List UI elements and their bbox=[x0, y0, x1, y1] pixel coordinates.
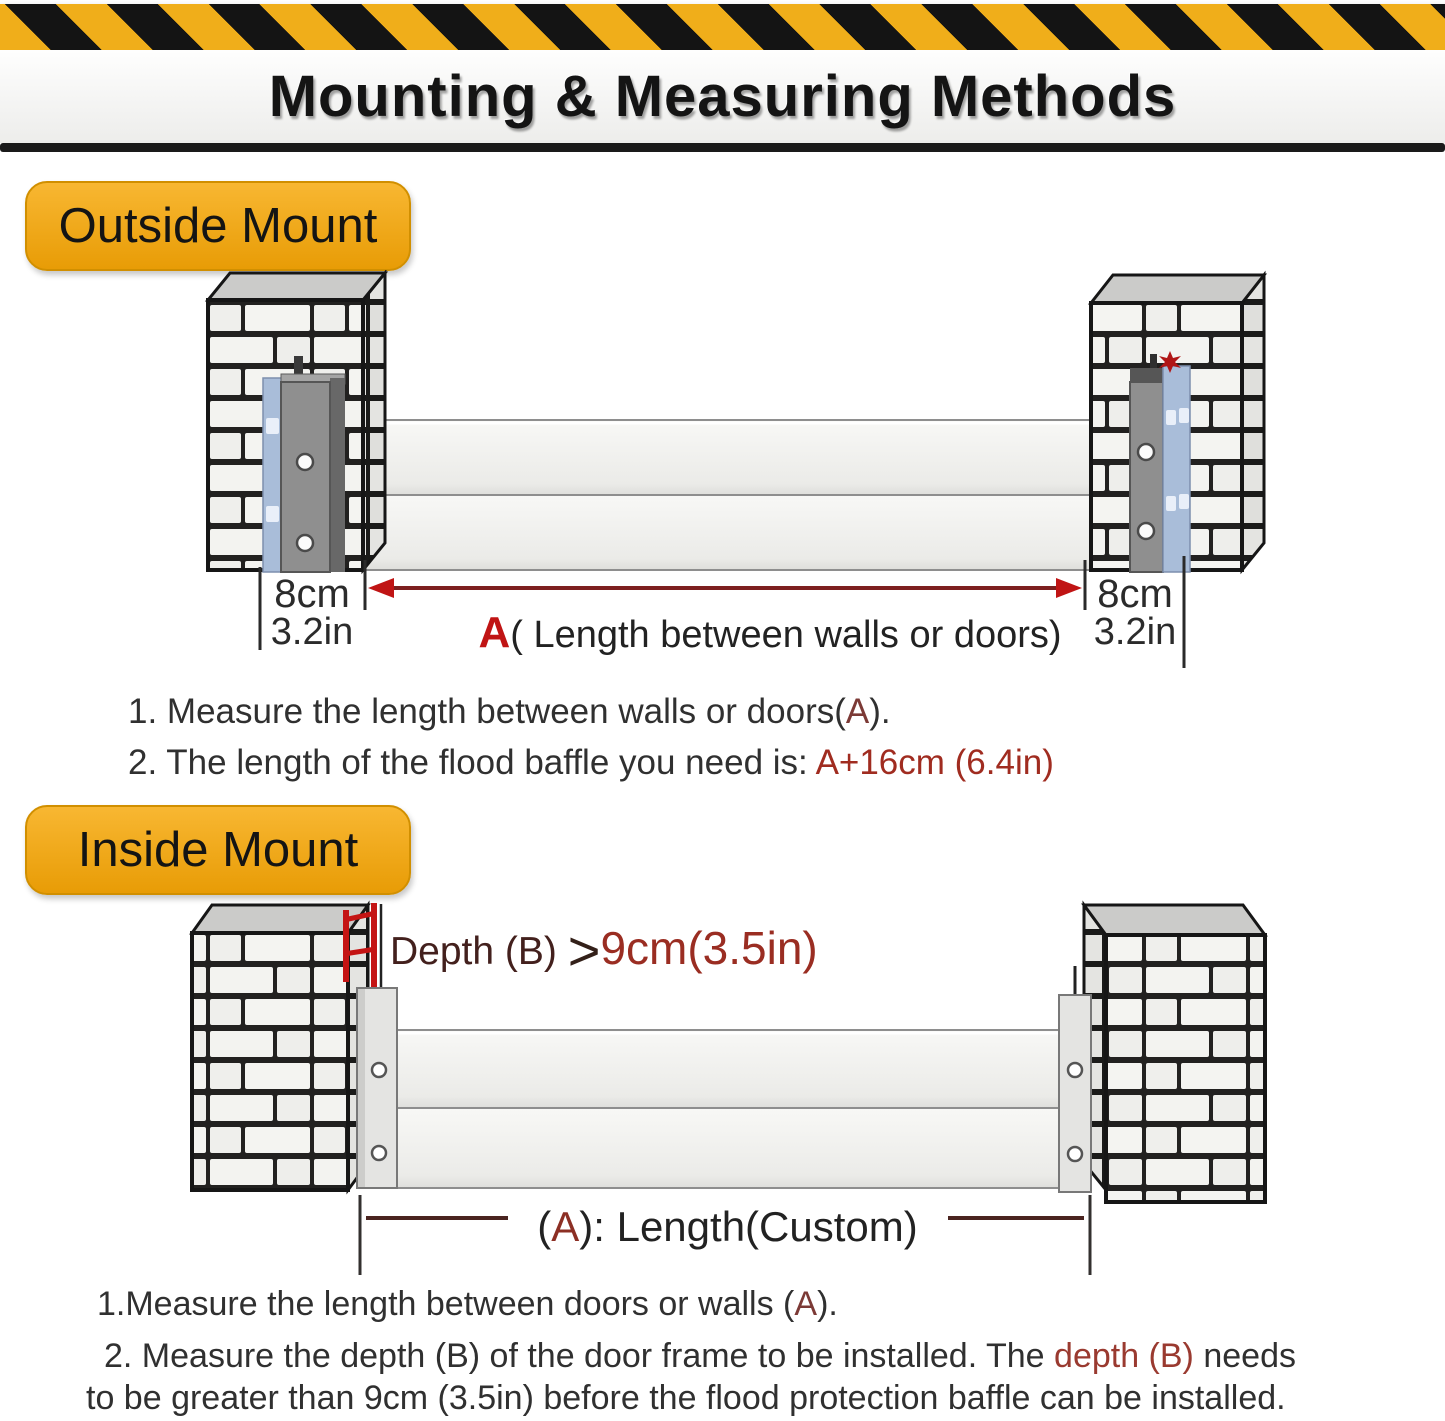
length-a-annotation bbox=[430, 608, 1110, 658]
title-divider bbox=[0, 143, 1445, 152]
outside-step-1-end: ). bbox=[869, 692, 891, 731]
left-gap-in-label: 3.2in bbox=[270, 611, 354, 653]
outside-step-2-formula: A+16cm (6.4in) bbox=[815, 743, 1054, 782]
inside-step-2-text: 2. Measure the depth (B) of the door frame to be installed. The bbox=[104, 1337, 1055, 1375]
page-title: Mounting & Measuring Methods bbox=[268, 64, 1177, 129]
mounting-post-right bbox=[1130, 368, 1164, 572]
screw-hole bbox=[372, 1146, 386, 1160]
left-brick-pillar bbox=[192, 903, 397, 1190]
flood-barrier-panels bbox=[388, 1030, 1080, 1188]
outside-mount-badge bbox=[25, 181, 411, 271]
outside-step-2-text: 2. The length of the flood baffle you need is: bbox=[128, 743, 816, 782]
hazard-tape-stripe bbox=[0, 4, 1445, 50]
inside-step-1-text: 1.Measure the length between doors or walls ( bbox=[97, 1285, 795, 1323]
length-a-letter: A bbox=[478, 608, 511, 657]
inside-mount-badge bbox=[25, 805, 411, 895]
mounting-channel-right bbox=[1059, 995, 1091, 1192]
inside-step-2-line-1 bbox=[104, 1337, 1296, 1376]
right-brick-pillar bbox=[1091, 275, 1264, 572]
outside-step-1-text: 1. Measure the length between walls or doors( bbox=[128, 692, 846, 731]
screw-hole bbox=[297, 535, 313, 551]
outside-step-2 bbox=[128, 743, 1054, 783]
inside-step-2-needs: needs bbox=[1193, 1337, 1296, 1375]
inside-step-2-depth-b: depth (B) bbox=[1054, 1337, 1194, 1375]
right-gap-cm-label: 8cm bbox=[1097, 572, 1173, 616]
length-custom-text: ): Length(Custom) bbox=[579, 1203, 918, 1250]
length-a-text: ( Length between walls or doors) bbox=[510, 614, 1062, 656]
left-brick-pillar bbox=[208, 273, 385, 572]
inside-step-1-a: A bbox=[794, 1285, 818, 1323]
inside-step-1-end: ). bbox=[817, 1285, 838, 1323]
screw-hole bbox=[1138, 444, 1154, 460]
mounting-channel-left bbox=[357, 988, 397, 1188]
flood-barrier-panels bbox=[330, 420, 1135, 570]
dimension-arrow bbox=[368, 578, 1082, 598]
length-custom-a: A bbox=[551, 1203, 580, 1250]
seal-strip-right bbox=[1163, 366, 1190, 572]
screw-hole bbox=[1068, 1063, 1082, 1077]
screw-hole bbox=[297, 454, 313, 470]
depth-b-value: 9cm(3.5in) bbox=[600, 922, 818, 974]
mounting-post-left bbox=[281, 374, 345, 572]
outside-mount-badge-label: Outside Mount bbox=[58, 199, 378, 253]
length-custom-annotation bbox=[505, 1203, 950, 1251]
inside-mount-badge-label: Inside Mount bbox=[77, 823, 359, 877]
screw-hole bbox=[1138, 523, 1154, 539]
outside-step-1-a: A bbox=[845, 692, 870, 731]
outside-step-1 bbox=[128, 692, 891, 732]
screw-hole bbox=[1068, 1147, 1082, 1161]
length-custom-open: ( bbox=[537, 1203, 552, 1250]
inside-step-2-line-2: to be greater than 9cm (3.5in) before the flood protection baffle can be installed. bbox=[86, 1379, 1286, 1417]
right-brick-pillar bbox=[1059, 905, 1265, 1202]
greater-than-sign: > bbox=[567, 919, 601, 982]
left-gap-cm-label: 8cm bbox=[274, 572, 350, 616]
inside-step-1 bbox=[97, 1285, 838, 1324]
title-band bbox=[0, 50, 1445, 143]
depth-b-text: Depth (B) bbox=[390, 930, 568, 973]
right-gap-in-label: 3.2in bbox=[1093, 611, 1177, 653]
depth-b-annotation bbox=[390, 918, 818, 983]
screw-hole bbox=[372, 1063, 386, 1077]
